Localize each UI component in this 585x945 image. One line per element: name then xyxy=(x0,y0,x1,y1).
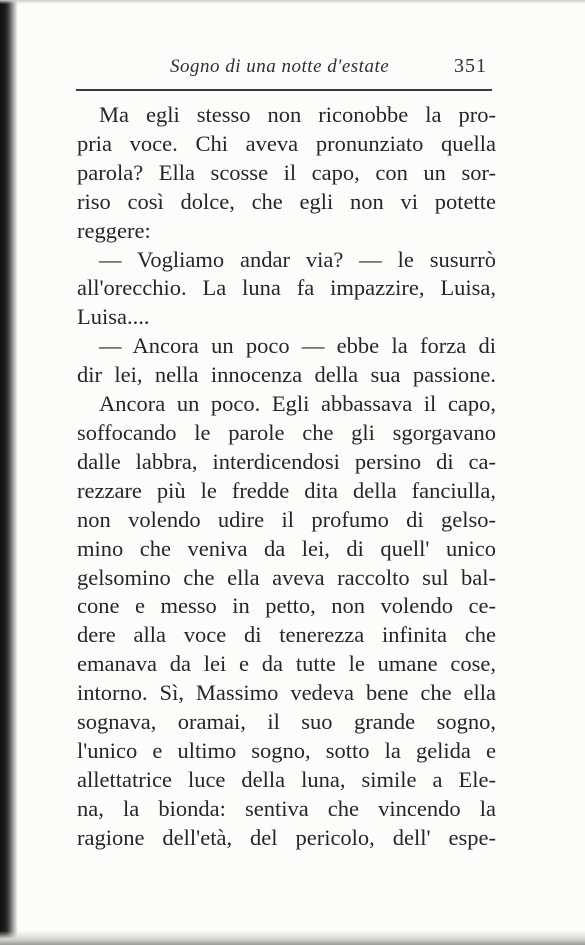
text-line: emanava da lei e da tutte le umane cose, xyxy=(77,651,496,677)
text-line: rezzare più le fredde dita della fanciulla, xyxy=(77,477,496,503)
text-line: na, la bionda: sentiva che vincendo la xyxy=(77,795,496,821)
text-line: mino che veniva da lei, di quell' unico xyxy=(77,535,496,561)
text-line: cone e messo in petto, non volendo ce- xyxy=(77,593,496,619)
text-line: ragione dell'età, del pericolo, dell' espe- xyxy=(77,824,496,850)
book-spine-shadow xyxy=(0,0,18,945)
text-line: Luisa.... xyxy=(77,304,150,330)
text-line: pria voce. Chi aveva pronunziato quella xyxy=(77,130,496,156)
text-line: dir lei, nella innocenza della sua passione. xyxy=(77,362,496,388)
text-line: soffocando le parole che gli sgorgavano xyxy=(77,419,496,445)
text-line: non volendo udire il profumo di gelso- xyxy=(77,506,496,532)
text-line: parola? Ella scosse il capo, con un sor- xyxy=(77,159,496,185)
bottom-page-edge xyxy=(0,931,585,945)
text-line: Ma egli stesso non riconobbe la pro- xyxy=(99,102,496,127)
text-line: gelsomino che ella aveva raccolto sul bal- xyxy=(77,564,496,590)
text-line: riso così dolce, che egli non vi potette xyxy=(77,188,496,214)
body-text xyxy=(77,101,496,853)
text-line: l'unico e ultimo sogno, sotto la gelida e xyxy=(77,737,496,763)
text-line: — Ancora un poco — ebbe la forza di xyxy=(99,333,496,359)
header-rule xyxy=(76,89,492,91)
page-number: 351 xyxy=(454,55,487,77)
text-line: sognava, oramai, il suo grande sogno, xyxy=(77,709,496,735)
text-line: Ancora un poco. Egli abbassava il capo, xyxy=(99,391,496,417)
text-line: all'orecchio. La luna fa impazzire, Luisa, xyxy=(77,275,496,301)
text-line: — Vogliamo andar via? — le susurrò xyxy=(99,246,496,272)
text-line: reggere: xyxy=(77,217,151,243)
running-title: Sogno di una notte d'estate xyxy=(170,56,390,77)
running-header xyxy=(0,56,585,84)
text-line: intorno. Sì, Massimo vedeva bene che ella xyxy=(77,680,496,706)
text-line: dalle labbra, interdicendosi persino di ca- xyxy=(77,448,496,474)
text-line: allettatrice luce della luna, simile a Ele- xyxy=(77,766,496,792)
top-page-edge xyxy=(0,0,585,4)
text-line: dere alla voce di tenerezza infinita che xyxy=(77,622,496,648)
